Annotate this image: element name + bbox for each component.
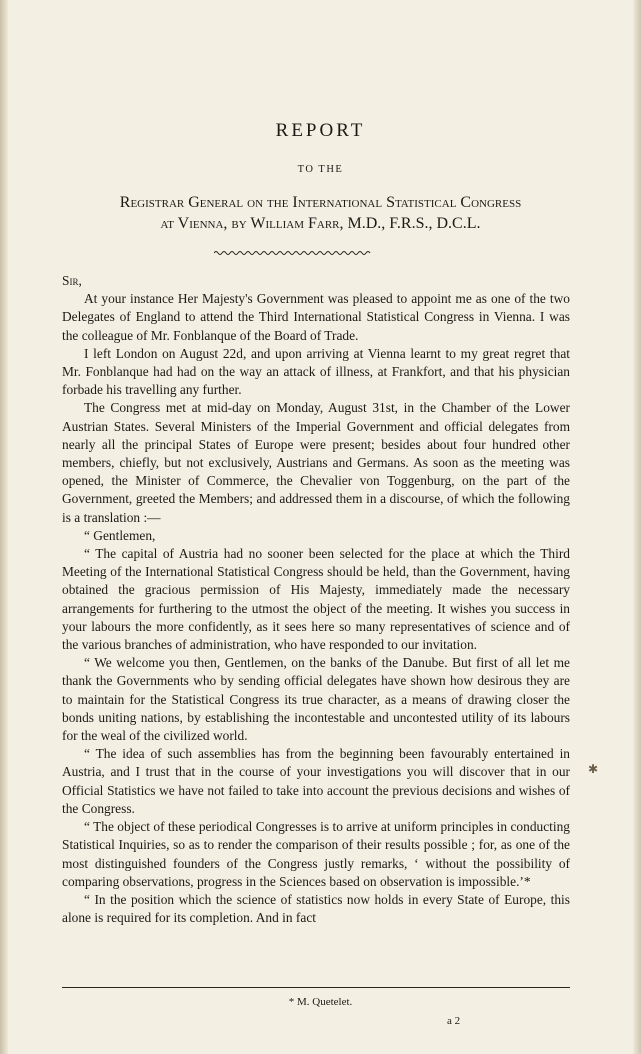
paragraph: “ The capital of Austria had no sooner been selected for the place at which the Third Meeting of the International Statistical Congress should be held, than the Government, having obtained the gracious permission of His Majesty, immediately made the necessary arrangements for furthering to the utmost the object of the meeting. It wishes you success in your labours the more confidently, as it sees here so many representatives of science and of the various branches of administration, who have responded to our invitation. bbox=[62, 546, 570, 653]
signature-mark: a 2 bbox=[447, 1015, 461, 1027]
paragraph: I left London on August 22d, and upon arriving at Vienna learnt to my great regret that Mr. Fonblanque had had on the way an attack of illness, at Frankfort, and that his physician forbade his travelling any further. bbox=[62, 345, 570, 398]
page-edge-right bbox=[633, 0, 641, 1054]
wavy-rule-ornament bbox=[214, 249, 372, 257]
paragraph: “ We welcome you then, Gentlemen, on the banks of the Danube. But first of all let me thank the Governments who by sending official delegates have shown how desirous they are to maintain for the Statistical Congress its true character, as a means of drawing closer the bonds uniting nations, by establishing the incontestable and uncontested utility of its labours for the weal of the civilized world. bbox=[62, 655, 570, 744]
paragraph: “ The idea of such assemblies has from the beginning been favourably entertained in Austria, and I trust that in the course of your investigations you will discover that in our Official Statistics we have not failed to take into account the previous decisions and wishes of the Congress. bbox=[62, 746, 570, 816]
page-edge-left bbox=[0, 0, 8, 1054]
paragraph: “ The object of these periodical Congresses is to arrive at uniform principles in conducting Statistical Inquiries, so as to render the comparison of their results possible ; for, as one of the most distinguished founders of the Congress justly remarks, ‘ without the possibility of comparing observations, progress in the Sciences based on observation is impossible.’* bbox=[62, 819, 570, 889]
salutation: Sir, bbox=[62, 273, 82, 288]
paragraph: The Congress met at mid-day on Monday, August 31st, in the Chamber of the Lower Austrian States. Several Ministers of the Imperial Government and official delegates from nearly all the principal States of Europe were present; besides about four hundred other members, chiefly, but not exclusively, Austrians and Germans. As soon as the meeting was opened, the Minister of Commerce, the Chevalier von Toggenburg, on the part of the Government, greeted the Members; and addressed them in a discourse, of which the following is a translation :— bbox=[62, 400, 570, 525]
report-body bbox=[62, 272, 570, 927]
report-subtitle bbox=[0, 192, 641, 234]
report-title: REPORT bbox=[275, 120, 366, 141]
paragraph: “ In the position which the science of statistics now holds in every State of Europe, this alone is required for its completion. And in fact bbox=[62, 891, 570, 926]
to-the-line: TO THE bbox=[297, 164, 344, 175]
footnote: * M. Quetelet. bbox=[288, 996, 353, 1008]
footnote-rule bbox=[62, 987, 570, 988]
margin-mark: ✱ bbox=[588, 762, 599, 776]
paragraph: “ Gentlemen, bbox=[84, 527, 156, 543]
subtitle-line-2: at Vienna, by William Farr, M.D., F.R.S., D.C.L. bbox=[160, 215, 481, 232]
paragraph: At your instance Her Majesty's Government was pleased to appoint me as one of the two Delegates of England to attend the Third International Statistical Congress in Vienna. I was the colleague of Mr. Fonblanque of the Board of Trade. bbox=[62, 291, 570, 343]
subtitle-line-1: Registrar General on the International Statistical Congress bbox=[119, 194, 522, 211]
